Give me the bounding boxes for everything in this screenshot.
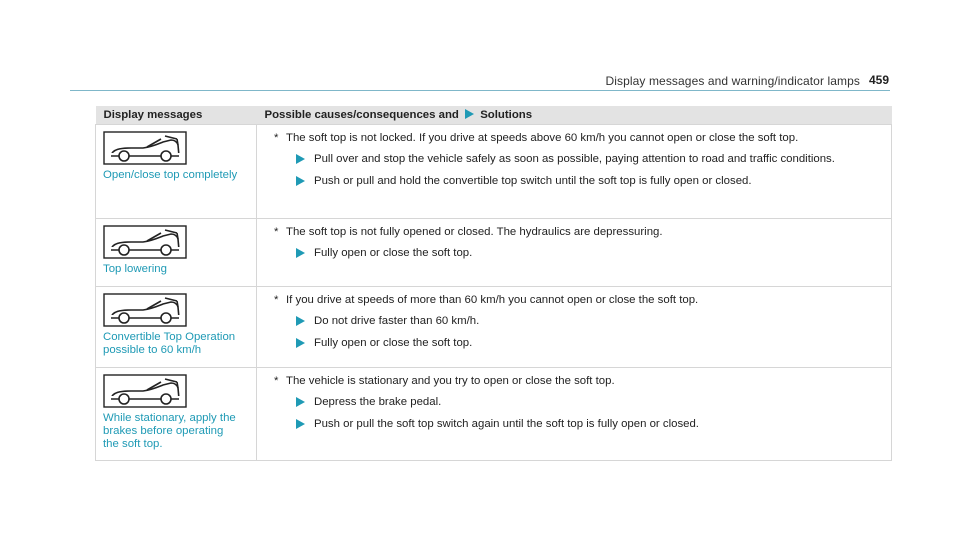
table-row <box>96 219 892 287</box>
col-header-solutions: Solutions <box>480 109 533 121</box>
display-message-label: While stationary, apply the <box>103 412 236 424</box>
convertible-car-icon <box>103 374 187 408</box>
convertible-car-icon <box>103 131 187 165</box>
display-message-label: brakes before operating <box>103 425 224 437</box>
arrow-right-icon <box>465 109 474 119</box>
table-header-row <box>96 106 892 125</box>
solution-step: Fully open or close the soft top. <box>314 337 473 349</box>
arrow-right-icon <box>296 248 305 258</box>
convertible-car-icon <box>103 225 187 259</box>
page-header-title: Display messages and warning/indicator lamps <box>605 74 860 88</box>
cause-text: The vehicle is stationary and you try to open or close the soft top. <box>286 375 615 387</box>
col-header-causes-prefix: Possible causes/consequences and <box>264 109 459 121</box>
page-number: 459 <box>868 73 889 87</box>
solution-step: Depress the brake pedal. <box>314 396 442 408</box>
table-row <box>96 125 892 219</box>
solution-step: Push or pull the soft top switch again until the soft top is fully open or closed. <box>314 418 699 430</box>
display-message-cell <box>96 368 257 461</box>
arrow-right-icon <box>296 176 305 186</box>
arrow-right-icon <box>296 316 305 326</box>
convertible-car-icon <box>103 293 187 327</box>
col-header-display-messages: Display messages <box>96 106 257 125</box>
table-row <box>96 287 892 368</box>
solution-step: Do not drive faster than 60 km/h. <box>314 315 480 327</box>
display-message-cell <box>96 219 257 287</box>
arrow-right-icon <box>296 397 305 407</box>
display-message-label: Convertible Top Operation <box>103 331 236 343</box>
display-messages-table <box>95 106 892 461</box>
cause-cell: * The soft top is not locked. If you drive at speeds above 60 km/h you cannot open or close the soft top. Pull over and stop the vehicle safely as soon as possible, paying attention to road and traffic conditions. Push or pull and hold the convertible top switch until the soft top is fully open or closed. <box>257 125 892 219</box>
display-message-label: Top lowering <box>103 263 167 275</box>
solution-step: Push or pull and hold the convertible top switch until the soft top is fully open or closed. <box>314 175 752 187</box>
cause-cell: * If you drive at speeds of more than 60 km/h you cannot open or close the soft top. Do not drive faster than 60 km/h. Fully open or close the soft top. <box>257 287 892 368</box>
display-message-cell <box>96 125 257 219</box>
display-message-cell <box>96 287 257 368</box>
arrow-right-icon <box>296 154 305 164</box>
col-header-causes <box>257 106 892 125</box>
solution-step: Pull over and stop the vehicle safely as soon as possible, paying attention to road and traffic conditions. <box>314 153 835 165</box>
cause-cell: * The soft top is not fully opened or closed. The hydraulics are depressuring. Fully open or close the soft top. <box>257 219 892 287</box>
arrow-right-icon <box>296 338 305 348</box>
cause-cell: * The vehicle is stationary and you try to open or close the soft top. Depress the brake pedal. Push or pull the soft top switch again until the soft top is fully open or closed. <box>257 368 892 461</box>
cause-text: The soft top is not fully opened or closed. The hydraulics are depressuring. <box>286 226 663 238</box>
display-message-label: Open/close top completely <box>103 169 238 181</box>
table-row <box>96 368 892 461</box>
display-message-label: possible to 60 km/h <box>103 344 202 356</box>
arrow-right-icon <box>296 419 305 429</box>
header-divider <box>70 90 890 91</box>
display-message-label: the soft top. <box>103 438 163 450</box>
cause-text: If you drive at speeds of more than 60 km/h you cannot open or close the soft top. <box>286 294 699 306</box>
solution-step: Fully open or close the soft top. <box>314 247 473 259</box>
cause-text: The soft top is not locked. If you drive at speeds above 60 km/h you cannot open or close the soft top. <box>286 132 799 144</box>
